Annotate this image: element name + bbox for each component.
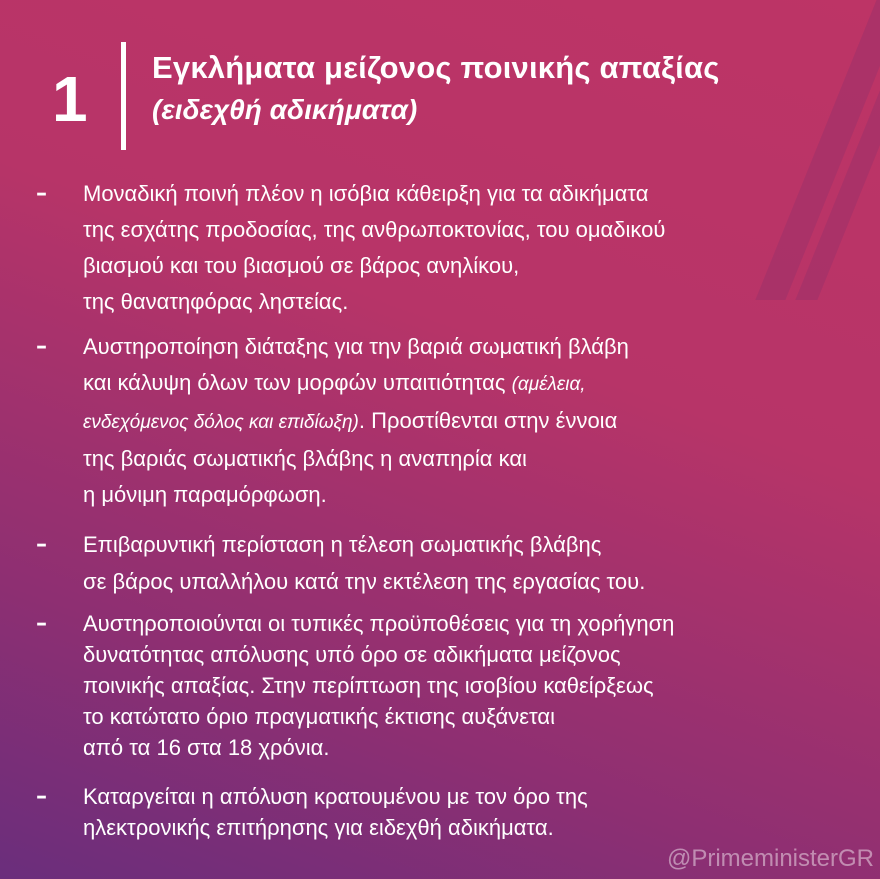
- text-line: [83, 670, 674, 701]
- text-line: [83, 732, 674, 763]
- dash-icon: –: [36, 611, 47, 636]
- text-segment: ποινικής απαξίας. Στην περίπτωση της ισοβίου καθείρξεως: [83, 673, 654, 698]
- text-segment: Καταργείται η απόλυση κρατουμένου με τον όρο της: [83, 784, 588, 809]
- text-segment: (αμέλεια,: [511, 374, 586, 395]
- dash-icon: –: [36, 181, 47, 206]
- text-segment: Αυστηροποίηση διάταξης για την βαριά σωματική βλάβη: [83, 334, 629, 359]
- text-segment: βιασμού και του βιασμού σε βάρος ανηλίκου,: [83, 253, 520, 278]
- social-handle: @PrimeministerGR: [666, 845, 874, 872]
- page-title: Εγκλήματα μείζονος ποινικής απαξίας: [152, 50, 720, 85]
- bullet-text: [83, 781, 588, 843]
- text-segment: Αυστηροποιούνται οι τυπικές προϋποθέσεις για τη χορήγηση: [83, 611, 675, 636]
- bullet-text: [83, 176, 665, 320]
- text-segment: ενδεχόμενος δόλος και επιδίωξη): [83, 412, 359, 433]
- text-segment: Μοναδική ποινή πλέον η ισόβια κάθειρξη για τα αδικήματα: [83, 181, 649, 206]
- bullet-text: [83, 608, 674, 763]
- dash-icon: –: [36, 532, 47, 557]
- text-line: [83, 563, 645, 600]
- text-line: [83, 284, 665, 320]
- text-line: [83, 212, 665, 248]
- text-line: [83, 526, 645, 563]
- text-segment: από τα 16 στα 18 χρόνια.: [83, 735, 330, 760]
- bullet-text: [83, 526, 645, 600]
- text-line: [83, 176, 665, 212]
- text-line: [83, 248, 665, 284]
- text-segment: και κάλυψη όλων των μορφών υπαιτιότητας: [83, 370, 512, 395]
- text-line: [83, 812, 588, 843]
- text-segment: το κατώτατο όριο πραγματικής έκτισης αυξάνεται: [83, 704, 556, 729]
- section-number: 1: [52, 63, 88, 135]
- text-segment: . Προστίθενται στην έννοια: [358, 408, 618, 433]
- bullet-text: [83, 329, 629, 513]
- text-line: [83, 441, 629, 477]
- text-segment: ηλεκτρονικής επιτήρησης για ειδεχθή αδικήματα.: [83, 815, 554, 840]
- text-segment: σε βάρος υπαλλήλου κατά την εκτέλεση της εργασίας του.: [83, 569, 646, 594]
- text-line: [83, 365, 629, 403]
- text-line: [83, 477, 629, 513]
- text-line: [83, 608, 674, 639]
- text-segment: της θανατηφόρας ληστείας.: [83, 289, 349, 314]
- text-segment: της εσχάτης προδοσίας, της ανθρωποκτονίας, του ομαδικού: [83, 217, 666, 242]
- page-subtitle: (ειδεχθή αδικήματα): [152, 94, 418, 125]
- dash-icon: –: [36, 784, 47, 809]
- text-segment: Επιβαρυντική περίσταση η τέλεση σωματικής βλάβης: [83, 532, 602, 557]
- text-segment: η μόνιμη παραμόρφωση.: [83, 482, 327, 507]
- text-segment: δυνατότητας απόλυσης υπό όρο σε αδικήματα μείζονος: [83, 642, 621, 667]
- dash-icon: –: [36, 334, 47, 359]
- text-line: [83, 701, 674, 732]
- text-line: [83, 639, 674, 670]
- text-line: [83, 781, 588, 812]
- divider: [121, 42, 126, 150]
- text-segment: της βαριάς σωματικής βλάβης η αναπηρία και: [83, 446, 527, 471]
- text-line: [83, 403, 629, 441]
- text-line: [83, 329, 629, 365]
